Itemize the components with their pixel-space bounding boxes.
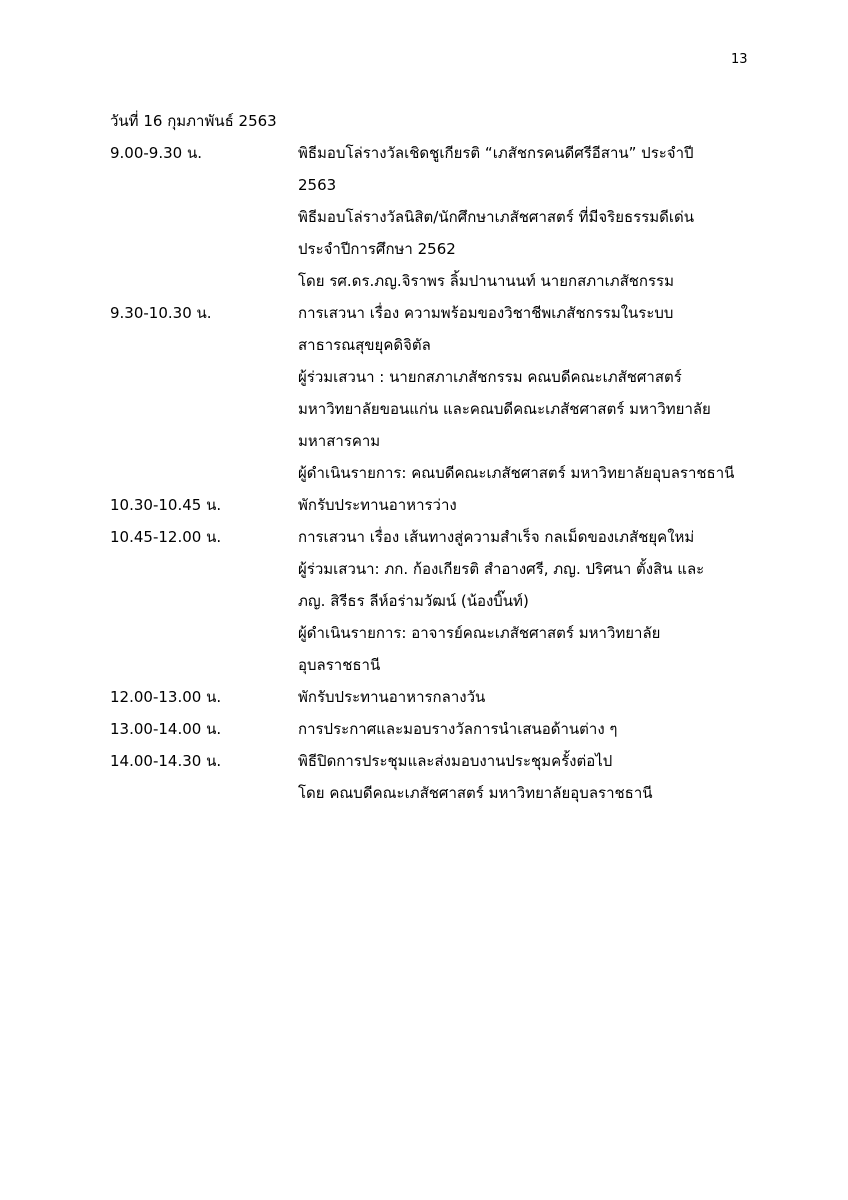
entry-line: พักรับประทานอาหารว่าง [298, 496, 457, 514]
entry-description [298, 297, 770, 489]
entry-line: โดย รศ.ดร.ภญ.จิราพร ลิ้มปานานนท์ นายกสภาเภสัชกรรม [298, 272, 674, 290]
entry-description [298, 521, 770, 681]
entry-description [298, 745, 770, 809]
schedule-entry-2 [110, 297, 770, 489]
entry-line: มหาสารคาม [298, 432, 381, 450]
entry-line: ผู้ดำเนินรายการ: คณบดีคณะเภสัชศาสตร์ มหาวิทยาลัยอุบลราชธานี [298, 464, 735, 482]
entry-description [298, 489, 770, 521]
schedule-entry-4 [110, 521, 770, 681]
schedule-entry-3 [110, 489, 770, 521]
entry-time: 9.30-10.30 น. [110, 304, 212, 322]
entry-line: การเสวนา เรื่อง ความพร้อมของวิชาชีพเภสัชกรรมในระบบ [298, 304, 674, 322]
entry-line: ผู้ร่วมเสวนา: ภก. ก้องเกียรติ สำอางศรี, ภญ. ปริศนา ตั้งสิน และ [298, 560, 705, 578]
entry-line: สาธารณสุขยุคดิจิตัล [298, 336, 431, 354]
entry-time: 12.00-13.00 น. [110, 688, 222, 706]
schedule-entry-7 [110, 745, 770, 809]
entry-time: 9.00-9.30 น. [110, 144, 202, 162]
entry-line: โดย คณบดีคณะเภสัชศาสตร์ มหาวิทยาลัยอุบลราชธานี [298, 784, 653, 802]
schedule-entry-1 [110, 137, 770, 297]
entry-line: พิธีปิดการประชุมและส่งมอบงานประชุมครั้งต่อไป [298, 752, 613, 770]
entry-line: การประกาศและมอบรางวัลการนำเสนอด้านต่าง ๆ [298, 720, 618, 738]
entry-line: อุบลราชธานี [298, 656, 381, 674]
entry-time: 14.00-14.30 น. [110, 752, 222, 770]
entry-description [298, 137, 770, 297]
entry-time: 10.45-12.00 น. [110, 528, 222, 546]
entry-line: ผู้ร่วมเสวนา : นายกสภาเภสัชกรรม คณบดีคณะเภสัชศาสตร์ [298, 368, 682, 386]
page-number: 13 [731, 52, 748, 67]
entry-description [298, 681, 770, 713]
schedule-entry-5 [110, 681, 770, 713]
date-heading: วันที่ 16 กุมภาพันธ์ 2563 [110, 112, 277, 130]
entry-line: ประจำปีการศึกษา 2562 [298, 240, 456, 258]
schedule-entry-6 [110, 713, 770, 745]
entry-line: พักรับประทานอาหารกลางวัน [298, 688, 486, 706]
entry-line: การเสวนา เรื่อง เส้นทางสู่ความสำเร็จ กลเม็ดของเภสัชยุคใหม่ [298, 528, 695, 546]
entry-line: 2563 [298, 176, 337, 194]
entry-line: มหาวิทยาลัยขอนแก่น และคณบดีคณะเภสัชศาสตร์ มหาวิทยาลัย [298, 400, 711, 418]
entry-line: พิธีมอบโล่รางวัลเชิดชูเกียรติ “เภสัชกรคนดีศรีอีสาน” ประจำปี [298, 144, 694, 162]
entry-time: 10.30-10.45 น. [110, 496, 222, 514]
entry-line: ผู้ดำเนินรายการ: อาจารย์คณะเภสัชศาสตร์ มหาวิทยาลัย [298, 624, 661, 642]
entry-line: ภญ. สิรีธร ลีห์อร่ามวัฒน์ (น้องบิ๊นท์) [298, 592, 529, 610]
entry-line: พิธีมอบโล่รางวัลนิสิต/นักศึกษาเภสัชศาสตร์ ที่มีจริยธรรมดีเด่น [298, 208, 695, 226]
entry-time: 13.00-14.00 น. [110, 720, 222, 738]
entry-description [298, 713, 770, 745]
schedule-content [110, 105, 770, 809]
